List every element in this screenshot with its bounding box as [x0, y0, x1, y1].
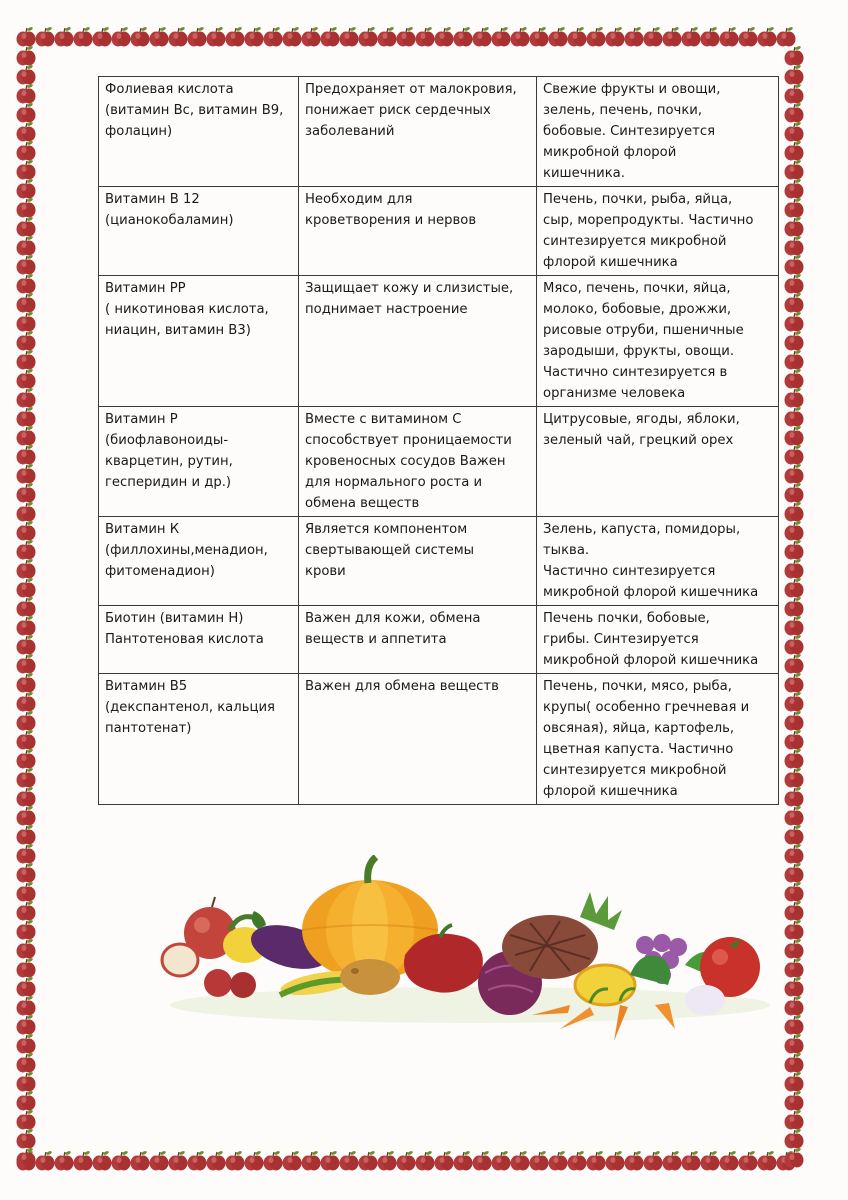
- apple-border-icon: [785, 748, 804, 768]
- apple-border-icon: [785, 349, 804, 369]
- apple-border-icon: [245, 1150, 264, 1170]
- apple-border-icon: [17, 1033, 36, 1053]
- apple-border-icon: [785, 254, 804, 274]
- apple-border-icon: [321, 26, 340, 46]
- table-row: [99, 77, 779, 187]
- apple-border-icon: [397, 26, 416, 46]
- apple-border-icon: [150, 26, 169, 46]
- apple-border-icon: [55, 26, 74, 46]
- apple-border-icon: [785, 235, 804, 255]
- apple-border-icon: [169, 1150, 188, 1170]
- apple-border-icon: [283, 1150, 302, 1170]
- apple-border-icon: [663, 26, 682, 46]
- apple-border-icon: [785, 862, 804, 882]
- apple-border-icon: [492, 1150, 511, 1170]
- apple-border-icon: [435, 26, 454, 46]
- apple-border-icon: [785, 710, 804, 730]
- apple-border-icon: [340, 1150, 359, 1170]
- vitamin-function-cell: Важен для кожи, обмена веществ и аппетита: [299, 606, 537, 674]
- apple-border-icon: [17, 577, 36, 597]
- apple-border-icon: [785, 1090, 804, 1110]
- vitamins-table: [98, 76, 779, 805]
- apple-border-icon: [758, 26, 777, 46]
- apple-border-icon: [226, 1150, 245, 1170]
- apple-border-icon: [785, 843, 804, 863]
- apple-border-icon: [17, 805, 36, 825]
- apple-border-icon: [17, 729, 36, 749]
- apple-border-icon: [785, 919, 804, 939]
- table-row: [99, 187, 779, 276]
- apple-border-icon: [17, 159, 36, 179]
- apple-border-icon: [720, 26, 739, 46]
- apple-border-icon: [785, 330, 804, 350]
- apple-border-icon: [17, 539, 36, 559]
- apple-border-icon: [17, 444, 36, 464]
- apple-border-icon: [17, 425, 36, 445]
- apple-border-icon: [17, 406, 36, 426]
- vitamin-function-cell: Защищает кожу и слизистые, поднимает настроение: [299, 276, 537, 407]
- apple-border-icon: [785, 615, 804, 635]
- apple-border-icon: [17, 653, 36, 673]
- apple-border-icon: [663, 1150, 682, 1170]
- apple-border-icon: [17, 691, 36, 711]
- apple-border-icon: [785, 121, 804, 141]
- apple-border-icon: [17, 501, 36, 521]
- vitamin-name-cell: Витамин В5 (декспантенол, кальция пантотенат): [99, 674, 299, 805]
- apple-border-icon: [17, 558, 36, 578]
- apple-border-icon: [17, 178, 36, 198]
- vitamin-name-cell: Витамин К (филлохины,менадион, фитоменадион): [99, 517, 299, 606]
- vitamin-sources-cell: Зелень, капуста, помидоры, тыква. Частично синтезируется микробной флорой кишечника: [537, 517, 779, 606]
- apple-border-icon: [112, 1150, 131, 1170]
- apple-border-icon: [131, 1150, 150, 1170]
- apple-border-icon: [17, 140, 36, 160]
- apple-border-icon: [785, 83, 804, 103]
- apple-border-icon: [606, 26, 625, 46]
- apple-border-icon: [17, 311, 36, 331]
- apple-border-icon: [17, 824, 36, 844]
- apple-border-icon: [17, 463, 36, 483]
- apple-border-icon: [785, 64, 804, 84]
- apple-border-icon: [93, 26, 112, 46]
- apple-border-icon: [568, 1150, 587, 1170]
- apple-border-icon: [17, 1071, 36, 1091]
- apple-border-icon: [785, 197, 804, 217]
- apple-border-icon: [17, 786, 36, 806]
- apple-border-icon: [549, 1150, 568, 1170]
- apple-border-icon: [17, 64, 36, 84]
- apple-border-icon: [785, 881, 804, 901]
- apple-border-icon: [785, 406, 804, 426]
- apple-border-icon: [785, 938, 804, 958]
- apple-border-icon: [17, 26, 36, 46]
- apple-border-icon: [17, 520, 36, 540]
- apple-border-icon: [644, 1150, 663, 1170]
- apple-border-icon: [785, 767, 804, 787]
- apple-border-icon: [17, 349, 36, 369]
- apple-border-icon: [492, 26, 511, 46]
- apple-border-icon: [17, 83, 36, 103]
- apple-border-icon: [785, 311, 804, 331]
- apple-border-icon: [17, 900, 36, 920]
- vitamin-name-cell: Витамин В 12 (цианокобаламин): [99, 187, 299, 276]
- apple-border-icon: [785, 824, 804, 844]
- apple-border-icon: [701, 26, 720, 46]
- apple-border-icon: [188, 26, 207, 46]
- apple-border-icon: [17, 596, 36, 616]
- apple-border-icon: [785, 425, 804, 445]
- apple-border-icon: [785, 140, 804, 160]
- apple-border-icon: [785, 387, 804, 407]
- apple-border-icon: [17, 995, 36, 1015]
- vitamin-function-cell: Необходим для кроветворения и нервов: [299, 187, 537, 276]
- apple-border-icon: [785, 558, 804, 578]
- apple-border-icon: [169, 26, 188, 46]
- apple-border-icon: [785, 216, 804, 236]
- apple-border-icon: [17, 254, 36, 274]
- apple-border-icon: [549, 26, 568, 46]
- apple-border-icon: [188, 1150, 207, 1170]
- apple-border-icon: [785, 292, 804, 312]
- apple-border-icon: [17, 1147, 36, 1167]
- apple-border-icon: [785, 653, 804, 673]
- apple-border-icon: [785, 805, 804, 825]
- apple-border-icon: [17, 767, 36, 787]
- apple-border-icon: [511, 1150, 530, 1170]
- apple-border-icon: [454, 26, 473, 46]
- apple-border-icon: [785, 45, 804, 65]
- apple-border-icon: [720, 1150, 739, 1170]
- apple-border-icon: [785, 672, 804, 692]
- apple-border-icon: [785, 957, 804, 977]
- vitamin-function-cell: Является компонентом свертывающей системы крови: [299, 517, 537, 606]
- vitamin-sources-cell: Печень почки, бобовые, грибы. Синтезируется микробной флорой кишечника: [537, 606, 779, 674]
- apple-border-icon: [785, 1052, 804, 1072]
- apple-border-icon: [17, 881, 36, 901]
- apple-border-icon: [785, 178, 804, 198]
- vitamin-sources-cell: Свежие фрукты и овощи, зелень, печень, почки, бобовые. Синтезируется микробной флорой кишечника.: [537, 77, 779, 187]
- apple-border-icon: [625, 26, 644, 46]
- apple-border-icon: [17, 1052, 36, 1072]
- apple-border-icon: [568, 26, 587, 46]
- apple-border-icon: [785, 463, 804, 483]
- apple-border-icon: [644, 26, 663, 46]
- table-row: [99, 517, 779, 606]
- apple-border-icon: [785, 444, 804, 464]
- apple-border-icon: [17, 387, 36, 407]
- apple-border-icon: [131, 26, 150, 46]
- apple-border-icon: [435, 1150, 454, 1170]
- apple-border-icon: [340, 26, 359, 46]
- apple-border-icon: [785, 691, 804, 711]
- apple-border-icon: [17, 957, 36, 977]
- apple-border-icon: [36, 26, 55, 46]
- vitamin-name-cell: Витамин РР ( никотиновая кислота, ниацин, витамин В3): [99, 276, 299, 407]
- apple-border-icon: [359, 26, 378, 46]
- apple-border-icon: [530, 1150, 549, 1170]
- apple-border-icon: [606, 1150, 625, 1170]
- apple-border-icon: [701, 1150, 720, 1170]
- apple-border-icon: [17, 615, 36, 635]
- apple-border-icon: [785, 786, 804, 806]
- table-row: [99, 674, 779, 805]
- apple-border-icon: [17, 45, 36, 65]
- vitamin-name-cell: Биотин (витамин Н) Пантотеновая кислота: [99, 606, 299, 674]
- vitamin-sources-cell: Мясо, печень, почки, яйца, молоко, бобовые, дрожжи, рисовые отруби, пшеничные зародыши, фрукты, овощи. Частично синтезируется в организме человека: [537, 276, 779, 407]
- apple-border-icon: [785, 539, 804, 559]
- apple-border-icon: [245, 26, 264, 46]
- apple-border-icon: [321, 1150, 340, 1170]
- apple-border-icon: [17, 919, 36, 939]
- vitamin-sources-cell: Печень, почки, мясо, рыба, крупы( особенно гречневая и овсяная), яйца, картофель, цветная капуста. Частично синтезируется микробной флорой кишечника: [537, 674, 779, 805]
- apple-border-icon: [785, 577, 804, 597]
- apple-border-icon: [785, 520, 804, 540]
- apple-border-icon: [17, 1014, 36, 1034]
- apple-border-icon: [17, 938, 36, 958]
- apple-border-icon: [785, 1033, 804, 1053]
- apple-border-icon: [785, 159, 804, 179]
- apple-border-icon: [17, 482, 36, 502]
- vitamin-name-cell: Фолиевая кислота (витамин Вс, витамин В9, фолацин): [99, 77, 299, 187]
- apple-border-icon: [739, 1150, 758, 1170]
- apple-border-icon: [511, 26, 530, 46]
- apple-border-icon: [112, 26, 131, 46]
- apple-border-icon: [473, 1150, 492, 1170]
- apple-border-icon: [264, 1150, 283, 1170]
- apple-border-icon: [682, 26, 701, 46]
- apple-border-icon: [785, 976, 804, 996]
- table-row: [99, 606, 779, 674]
- apple-border-icon: [785, 1071, 804, 1091]
- vegetables-illustration-icon: [150, 855, 780, 1040]
- apple-border-icon: [302, 1150, 321, 1170]
- apple-border-icon: [283, 26, 302, 46]
- apple-border-icon: [785, 1147, 804, 1167]
- apple-border-icon: [17, 862, 36, 882]
- apple-border-icon: [758, 1150, 777, 1170]
- apple-border-icon: [777, 26, 796, 46]
- apple-border-icon: [785, 596, 804, 616]
- apple-border-icon: [17, 235, 36, 255]
- apple-border-icon: [454, 1150, 473, 1170]
- vitamin-sources-cell: Цитрусовые, ягоды, яблоки, зеленый чай, грецкий орех: [537, 407, 779, 517]
- apple-border-icon: [17, 368, 36, 388]
- apple-border-icon: [17, 330, 36, 350]
- apple-border-icon: [785, 995, 804, 1015]
- apple-border-icon: [17, 102, 36, 122]
- apple-border-icon: [416, 26, 435, 46]
- apple-border-icon: [17, 273, 36, 293]
- apple-border-icon: [785, 729, 804, 749]
- apple-border-icon: [17, 121, 36, 141]
- table-row: [99, 276, 779, 407]
- table-row: [99, 407, 779, 517]
- apple-border-icon: [17, 672, 36, 692]
- apple-border-icon: [74, 1150, 93, 1170]
- apple-border-icon: [785, 900, 804, 920]
- apple-border-icon: [17, 976, 36, 996]
- apple-border-icon: [473, 26, 492, 46]
- apple-border-icon: [302, 26, 321, 46]
- vitamin-function-cell: Предохраняет от малокровия, понижает риск сердечных заболеваний: [299, 77, 537, 187]
- apple-border-icon: [785, 102, 804, 122]
- apple-border-icon: [74, 26, 93, 46]
- vitamin-name-cell: Витамин Р (биофлавоноиды- кварцетин, рутин, гесперидин и др.): [99, 407, 299, 517]
- apple-border-icon: [17, 292, 36, 312]
- apple-border-icon: [36, 1150, 55, 1170]
- apple-border-icon: [17, 843, 36, 863]
- apple-border-icon: [378, 1150, 397, 1170]
- apple-border-icon: [785, 368, 804, 388]
- apple-border-icon: [93, 1150, 112, 1170]
- apple-border-icon: [785, 1109, 804, 1129]
- apple-border-icon: [55, 1150, 74, 1170]
- apple-border-icon: [785, 1014, 804, 1034]
- apple-border-icon: [17, 216, 36, 236]
- apple-border-icon: [378, 26, 397, 46]
- vitamin-function-cell: Важен для обмена веществ: [299, 674, 537, 805]
- apple-border-icon: [785, 501, 804, 521]
- apple-border-icon: [587, 26, 606, 46]
- apple-border-icon: [785, 482, 804, 502]
- apple-border-icon: [264, 26, 283, 46]
- apple-border-icon: [785, 634, 804, 654]
- apple-border-icon: [226, 26, 245, 46]
- apple-border-icon: [785, 1128, 804, 1148]
- apple-border-icon: [17, 1128, 36, 1148]
- apple-border-icon: [682, 1150, 701, 1170]
- apple-border-icon: [17, 1090, 36, 1110]
- apple-border-icon: [359, 1150, 378, 1170]
- vitamin-sources-cell: Печень, почки, рыба, яйца, сыр, морепродукты. Частично синтезируется микробной флорой кишечника: [537, 187, 779, 276]
- apple-border-icon: [397, 1150, 416, 1170]
- apple-border-icon: [207, 1150, 226, 1170]
- apple-border-icon: [207, 26, 226, 46]
- apple-border-icon: [17, 197, 36, 217]
- apple-border-icon: [17, 1109, 36, 1129]
- apple-border-icon: [785, 273, 804, 293]
- apple-border-icon: [625, 1150, 644, 1170]
- apple-border-icon: [150, 1150, 169, 1170]
- apple-border-icon: [416, 1150, 435, 1170]
- vitamin-function-cell: Вместе с витамином С способствует проницаемости кровеносных сосудов Важен для нормального роста и обмена веществ: [299, 407, 537, 517]
- apple-border-icon: [17, 748, 36, 768]
- apple-border-icon: [17, 634, 36, 654]
- apple-border-icon: [739, 26, 758, 46]
- apple-border-icon: [530, 26, 549, 46]
- apple-border-icon: [587, 1150, 606, 1170]
- apple-border-icon: [17, 710, 36, 730]
